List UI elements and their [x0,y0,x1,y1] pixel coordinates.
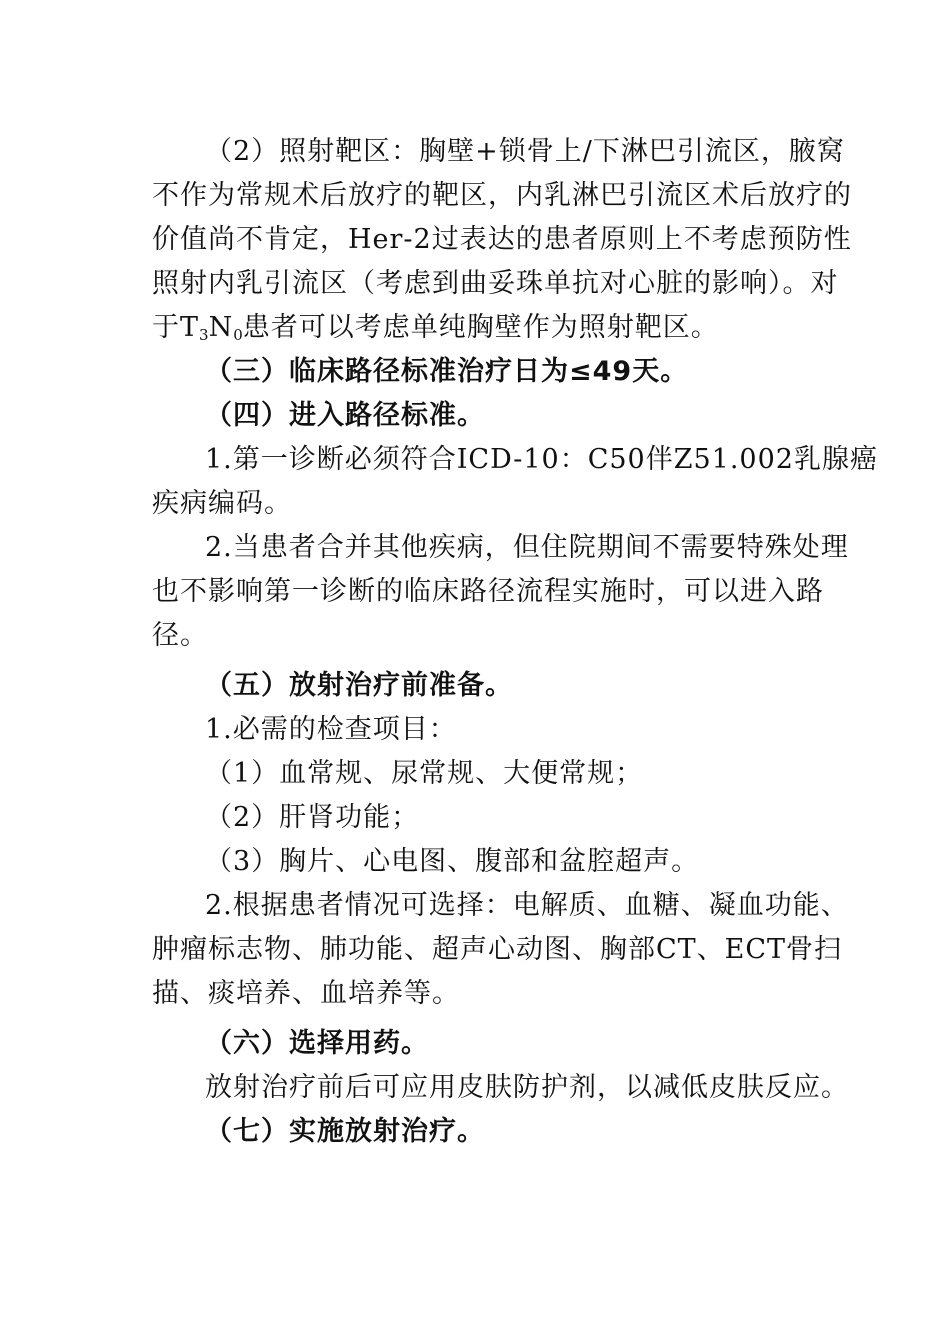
entry-criteria-2-line-3: 径。 [152,620,208,651]
entry-criteria-2-line-2: 也不影响第一诊断的临床路径流程实施时，可以进入路 [152,576,824,607]
target-area-line-4: 照射内乳引流区（考虑到曲妥珠单抗对心脏的影响）。对 [152,268,839,299]
target-area-line-3: 价值尚不肯定，Her-2过表达的患者原则上不考虑预防性 [152,224,852,255]
entry-criteria-2-line-1: 2.当患者合并其他疾病，但住院期间不需要特殊处理 [205,532,849,563]
prep-item-2-line-2: 肿瘤标志物、肺功能、超声心动图、胸部CT、ECT骨扫 [152,934,843,965]
drug-text: 放射治疗前后可应用皮肤防护剂，以减低皮肤反应。 [205,1072,849,1103]
entry-criteria-1-line-1: 1.第一诊断必须符合ICD-10：C50伴Z51.002乳腺癌 [205,444,878,475]
n-stage-subscript: 0 [233,326,243,344]
t-stage-subscript: 3 [199,326,209,344]
prep-item-2-line-1: 2.根据患者情况可选择：电解质、血糖、凝血功能、 [205,890,849,921]
section-heading-6: （六）选择用药。 [205,1028,429,1059]
prep-item-1: 1.必需的检查项目： [205,714,457,745]
prep-item-1-a: （1）血常规、尿常规、大便常规； [205,758,644,789]
target-area-line-5-b: N [208,312,234,343]
prep-item-1-b: （2）肝肾功能； [205,802,420,833]
prep-item-1-c: （3）胸片、心电图、腹部和盆腔超声。 [205,846,700,877]
prep-item-2-line-3: 描、痰培养、血培养等。 [152,978,460,1009]
target-area-line-5-c: 患者可以考虑单纯胸壁作为照射靶区。 [242,312,719,343]
entry-criteria-1-line-2: 疾病编码。 [152,488,292,519]
section-heading-5: （五）放射治疗前准备。 [205,670,513,701]
section-heading-4: （四）进入路径标准。 [205,400,485,431]
target-area-line-2: 不作为常规术后放疗的靶区，内乳淋巴引流区术后放疗的 [152,180,852,211]
target-area-line-1: （2）照射靶区：胸壁+锁骨上/下淋巴引流区，腋窝 [205,136,845,167]
section-heading-3: （三）临床路径标准治疗日为≤49天。 [205,356,689,387]
target-area-line-5-a: 于T [152,312,200,343]
section-heading-7: （七）实施放射治疗。 [205,1116,485,1147]
